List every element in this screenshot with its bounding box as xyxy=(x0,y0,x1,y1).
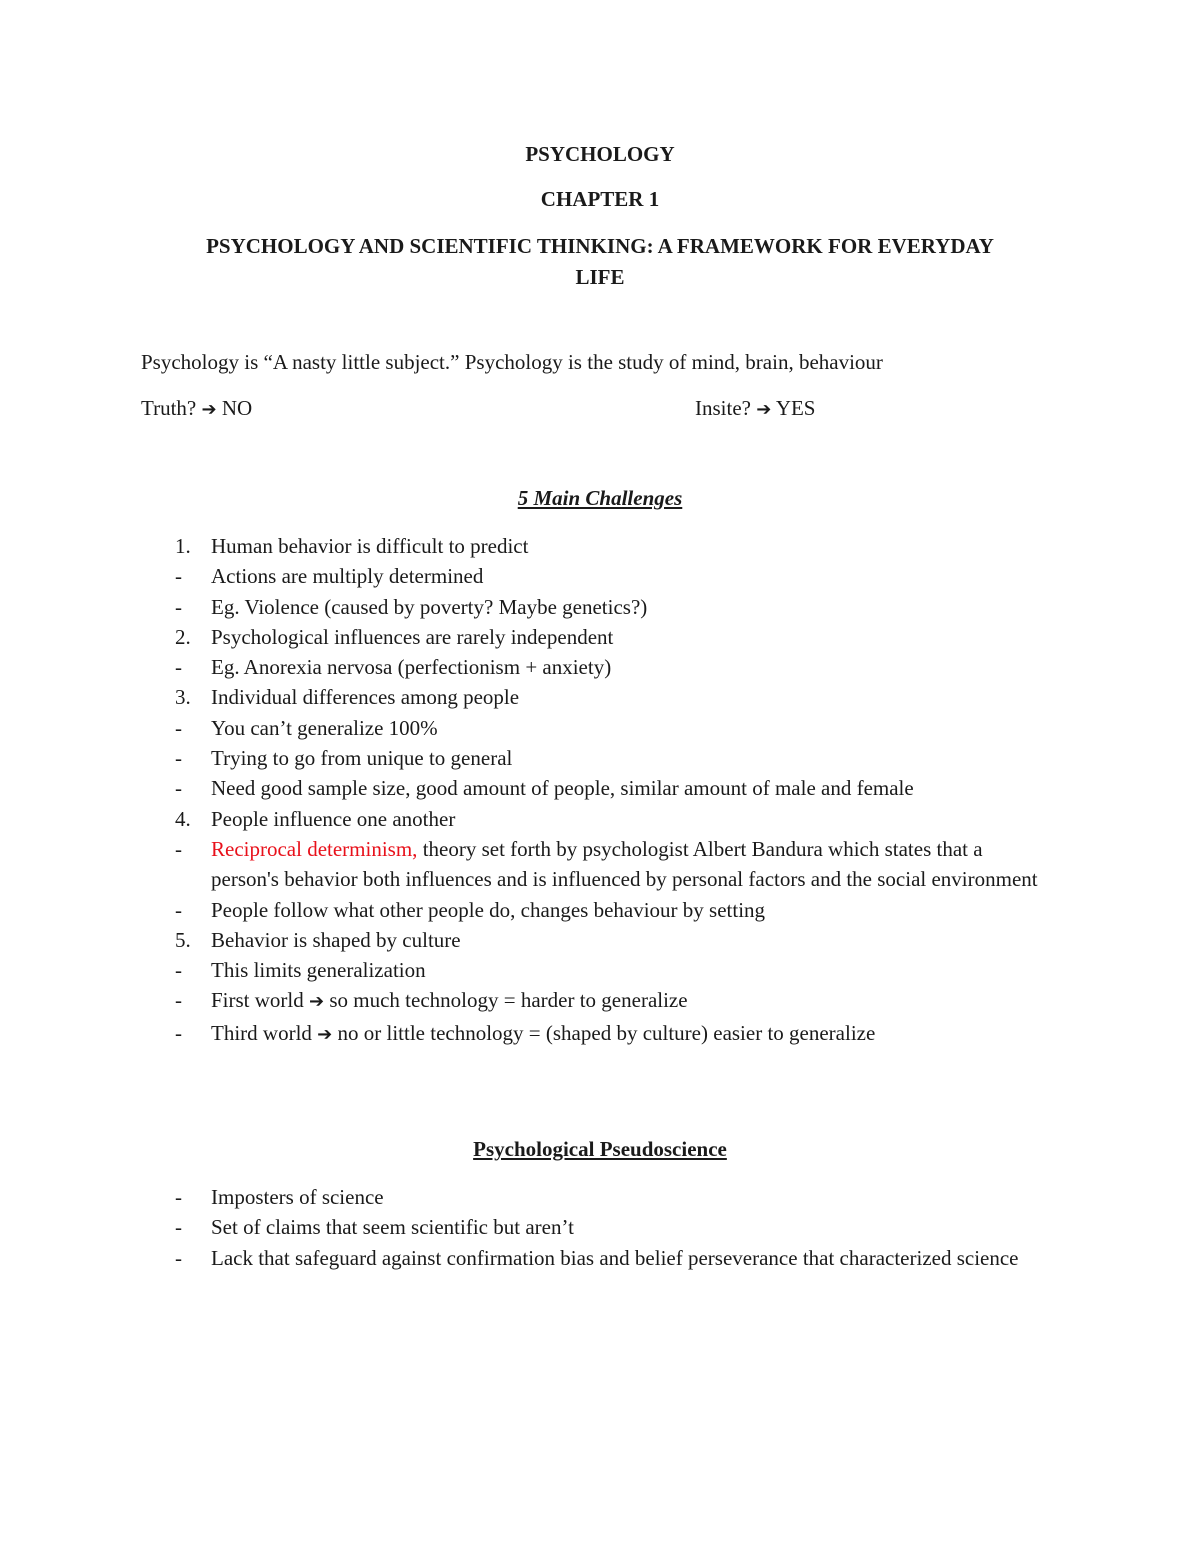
challenges-heading: 5 Main Challenges xyxy=(517,486,683,510)
list-item xyxy=(0,925,1200,955)
list-item-text: Trying to go from unique to general xyxy=(211,746,513,771)
list-item xyxy=(0,592,1200,622)
list-item-text: Individual differences among people xyxy=(211,685,520,710)
list-item-text: Need good sample size, good amount of people, similar amount of male and female xyxy=(211,776,914,801)
list-item-text: Eg. Violence (caused by poverty? Maybe genetics?) xyxy=(211,594,648,619)
challenges-list xyxy=(0,531,1200,1050)
arrow-icon: ➔ xyxy=(309,991,325,1013)
chapter-subtitle-line1: PSYCHOLOGY AND SCIENTIFIC THINKING: A FRAMEWORK FOR EVERYDAY xyxy=(206,234,994,258)
list-item xyxy=(0,895,1200,925)
arrow-icon: ➔ xyxy=(201,399,217,420)
list-marker: 5. xyxy=(175,927,191,952)
list-item-text: Behavior is shaped by culture xyxy=(211,927,461,952)
list-marker: - xyxy=(175,564,182,589)
list-item-text: Human behavior is difficult to predict xyxy=(211,534,529,558)
insite-label: Insite? xyxy=(695,396,751,420)
list-marker: - xyxy=(175,1245,182,1270)
insite-answer: YES xyxy=(775,396,816,420)
list-item xyxy=(0,743,1200,773)
pseudoscience-heading: Psychological Pseudoscience xyxy=(473,1137,727,1161)
chapter-label: CHAPTER 1 xyxy=(540,187,660,211)
list-item-text: You can’t generalize 100% xyxy=(211,715,438,740)
list-item xyxy=(0,834,1200,895)
list-item xyxy=(0,1212,1200,1242)
list-item-text: Eg. Anorexia nervosa (perfectionism + anxiety) xyxy=(211,655,612,680)
list-item xyxy=(0,561,1200,591)
list-marker: - xyxy=(175,958,182,983)
truth-label: Truth? xyxy=(141,396,197,420)
list-item-text: Lack that safeguard against confirmation bias and belief perseverance that characterized science xyxy=(211,1245,1019,1270)
list-marker: - xyxy=(175,746,182,771)
list-item-text: Actions are multiply determined xyxy=(211,564,484,589)
list-item-text: no or little technology = (shaped by culture) easier to generalize xyxy=(337,1020,876,1045)
list-item xyxy=(0,773,1200,803)
list-item-text: so much technology = harder to generalize xyxy=(329,988,688,1013)
list-item xyxy=(0,1018,1200,1050)
list-item-text: theory set forth by psychologist Albert Bandura which states that a person's behavior both influences and is influenced by personal factors and the social environment xyxy=(211,836,1038,892)
list-marker: - xyxy=(175,897,182,922)
list-item-text: This limits generalization xyxy=(211,958,426,983)
list-item xyxy=(0,652,1200,682)
list-item xyxy=(0,531,1200,561)
pseudoscience-list xyxy=(0,1182,1200,1273)
insite-line xyxy=(695,396,816,421)
list-item-text: Psychological influences are rarely independent xyxy=(211,624,614,649)
list-marker: - xyxy=(175,655,182,680)
intro-paragraph: Psychology is “A nasty little subject.” Psychology is the study of mind, brain, behaviour xyxy=(141,350,883,374)
chapter-subtitle xyxy=(0,231,1200,293)
list-marker: 3. xyxy=(175,685,191,710)
truth-line xyxy=(141,396,252,421)
list-item-text: People follow what other people do, changes behaviour by setting xyxy=(211,897,766,922)
list-item-lead: First world xyxy=(211,988,304,1013)
list-marker: - xyxy=(175,1215,182,1240)
list-marker: - xyxy=(175,1185,182,1209)
list-item-text: Set of claims that seem scientific but aren’t xyxy=(211,1215,574,1240)
chapter-subtitle-line2: LIFE xyxy=(575,265,625,289)
list-item xyxy=(0,985,1200,1017)
list-marker: 4. xyxy=(175,806,191,831)
list-marker: - xyxy=(175,594,182,619)
truth-answer: NO xyxy=(221,396,253,420)
arrow-icon: ➔ xyxy=(317,1023,333,1045)
list-marker: 1. xyxy=(175,534,191,558)
list-marker: 2. xyxy=(175,624,191,649)
list-item xyxy=(0,1243,1200,1273)
list-item-text: People influence one another xyxy=(211,806,456,831)
list-item xyxy=(0,804,1200,834)
list-item xyxy=(0,622,1200,652)
arrow-icon: ➔ xyxy=(756,399,772,420)
list-item xyxy=(0,713,1200,743)
list-item xyxy=(0,1182,1200,1212)
list-item xyxy=(0,955,1200,985)
list-marker: - xyxy=(175,836,182,861)
highlighted-term: Reciprocal determinism, xyxy=(211,836,418,861)
list-marker: - xyxy=(175,715,182,740)
list-marker: - xyxy=(175,1020,182,1045)
list-item xyxy=(0,682,1200,712)
list-item-lead: Third world xyxy=(211,1020,312,1045)
document-title: PSYCHOLOGY xyxy=(525,142,675,166)
list-item-text: Imposters of science xyxy=(211,1185,384,1209)
list-marker: - xyxy=(175,988,182,1013)
list-marker: - xyxy=(175,776,182,801)
